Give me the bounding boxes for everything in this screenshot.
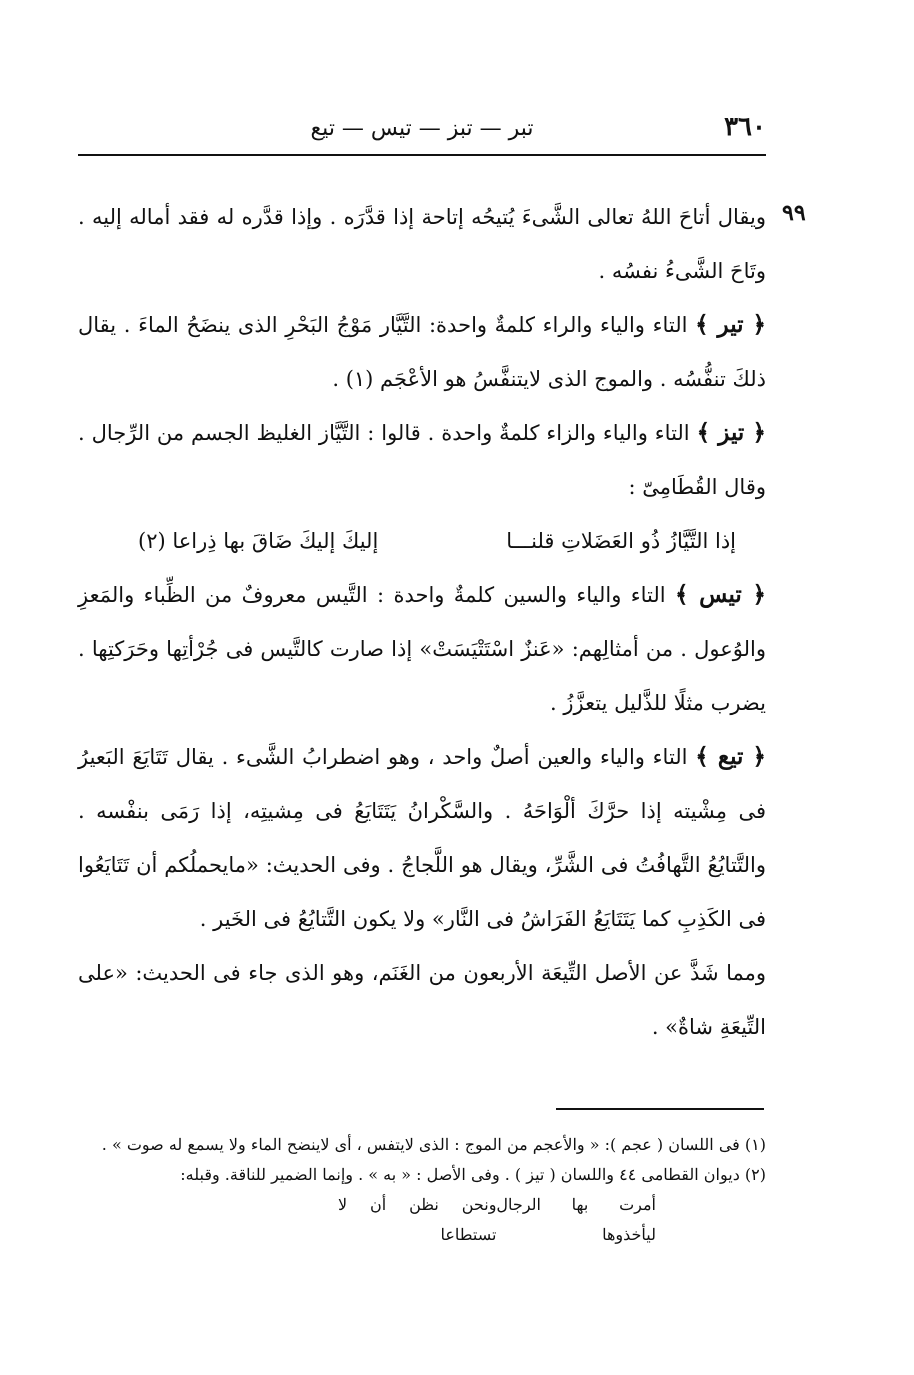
paragraph-last: ومما شَذَّ عن الأصل التِّيعَة الأربعون من الغَنَم، وهو الذى جاء فى الحديث: «على التِّيعَةِ شاةٌ» . bbox=[78, 961, 766, 1039]
margin-number: ٩٩ bbox=[782, 200, 806, 226]
entry-text-tayz: التاء والياء والزاء كلمةٌ واحدة . قالوا : التَّيَّاز الغليظ الجسم من الرِّجال . وقال القُطَامِىّ : bbox=[78, 421, 766, 499]
footnote-verse bbox=[78, 1190, 766, 1250]
page-number: ٣٦٠ bbox=[724, 112, 766, 142]
entry-heading-tays: ﴿ تيس ﴾ bbox=[674, 581, 766, 608]
entry-text-tay-a: التاء والياء والعين أصلٌ واحد ، وهو اضطرابُ الشَّىء . يقال تَتَايَعَ البَعيرُ فى مِشْيته إذا حرَّكَ ألْوَاحَهُ . والسَّكْرانُ يَتَتَايَعُ فى مِشيتِه، إذا رَمَى بنفْسه . والتَّتايُعُ التَّهافُتُ فى الشَّرِّ، ويقال هو اللَّجاجُ . وفى الحديث: «مايحملُكم أن تَتَايَعُوا فى الكَذِبِ كما يَتَتَايَعُ الفَرَاشُ فى النَّار» ولا يكون التَّتايُعُ فى الخَير . bbox=[78, 745, 766, 931]
entry-heading-tayr: ﴿ تير ﴾ bbox=[695, 311, 766, 338]
page-header bbox=[78, 108, 766, 152]
running-title: تبر — تبز — تيس — تيع bbox=[310, 116, 534, 141]
main-text bbox=[78, 190, 766, 1054]
paragraph-tayz bbox=[78, 406, 766, 514]
entry-heading-tayz: ﴿ تيز ﴾ bbox=[696, 419, 767, 446]
footnote-verse-hemistich-2: ونحن نظن أن لا تستطاعا bbox=[338, 1195, 497, 1244]
footnote-verse-hemistich-1: أمرت بها الرجال ليأخذوها bbox=[496, 1195, 656, 1244]
entry-heading-tay-a: ﴿ تيع ﴾ bbox=[695, 743, 766, 770]
entry-text-tays: التاء والياء والسين كلمةٌ واحدة : التَّيس معروفٌ من الظِّباء والمَعزِ والوُعول . من أمثالِهم: «عَنزٌ اسْتَتْيَسَتْ» إذا صارت كالتَّيس فى جُرْأتِها وحَرَكتِها . يضرب مثلًا للذَّليل يتعزَّزُ . bbox=[78, 583, 766, 715]
header-rule bbox=[78, 154, 766, 156]
footnote-1: (١) فى اللسان ( عجم ): « والأعجم من الموج : الذى لايتفس ، أى لاينضح الماء ولا يسمع له صوت » . bbox=[101, 1135, 766, 1154]
verse-hemistich-1: إذا التَّيَّازُ ذُو العَضَلاتِ قلنـــا bbox=[506, 529, 736, 553]
paragraph-1: ويقال أتاحَ اللهُ تعالى الشَّىءَ يُتيحُه إتاحة إذا قدَّرَه . وإذا قدَّره له فقد أماله إليه . وتَاحَ الشَّىءُ نفسُه . bbox=[78, 205, 766, 283]
paragraph-tay-a bbox=[78, 730, 766, 946]
paragraph-tays bbox=[78, 568, 766, 730]
footnotes bbox=[78, 1130, 766, 1250]
footnote-2: (٢) ديوان القطامى ٤٤ واللسان ( تيز ) . وفى الأصل : « به » . وإنما الضمير للناقة. وقبله: bbox=[180, 1165, 766, 1184]
verse-hemistich-2: إليكَ إليكَ ضَاقَ بها ذِراعا (٢) bbox=[138, 529, 379, 553]
footnote-rule bbox=[556, 1108, 764, 1110]
poem-verse bbox=[78, 514, 766, 568]
entry-text-tayr: التاء والياء والراء كلمةٌ واحدة: التَّيَّار مَوْجُ البَحْرِ الذى ينضَحُ الماءَ . يقال ذلكَ تنفُّسُه . والموج الذى لايتنفَّسُ هو الأعْجَم (١) . bbox=[78, 313, 766, 391]
paragraph-tayr bbox=[78, 298, 766, 406]
